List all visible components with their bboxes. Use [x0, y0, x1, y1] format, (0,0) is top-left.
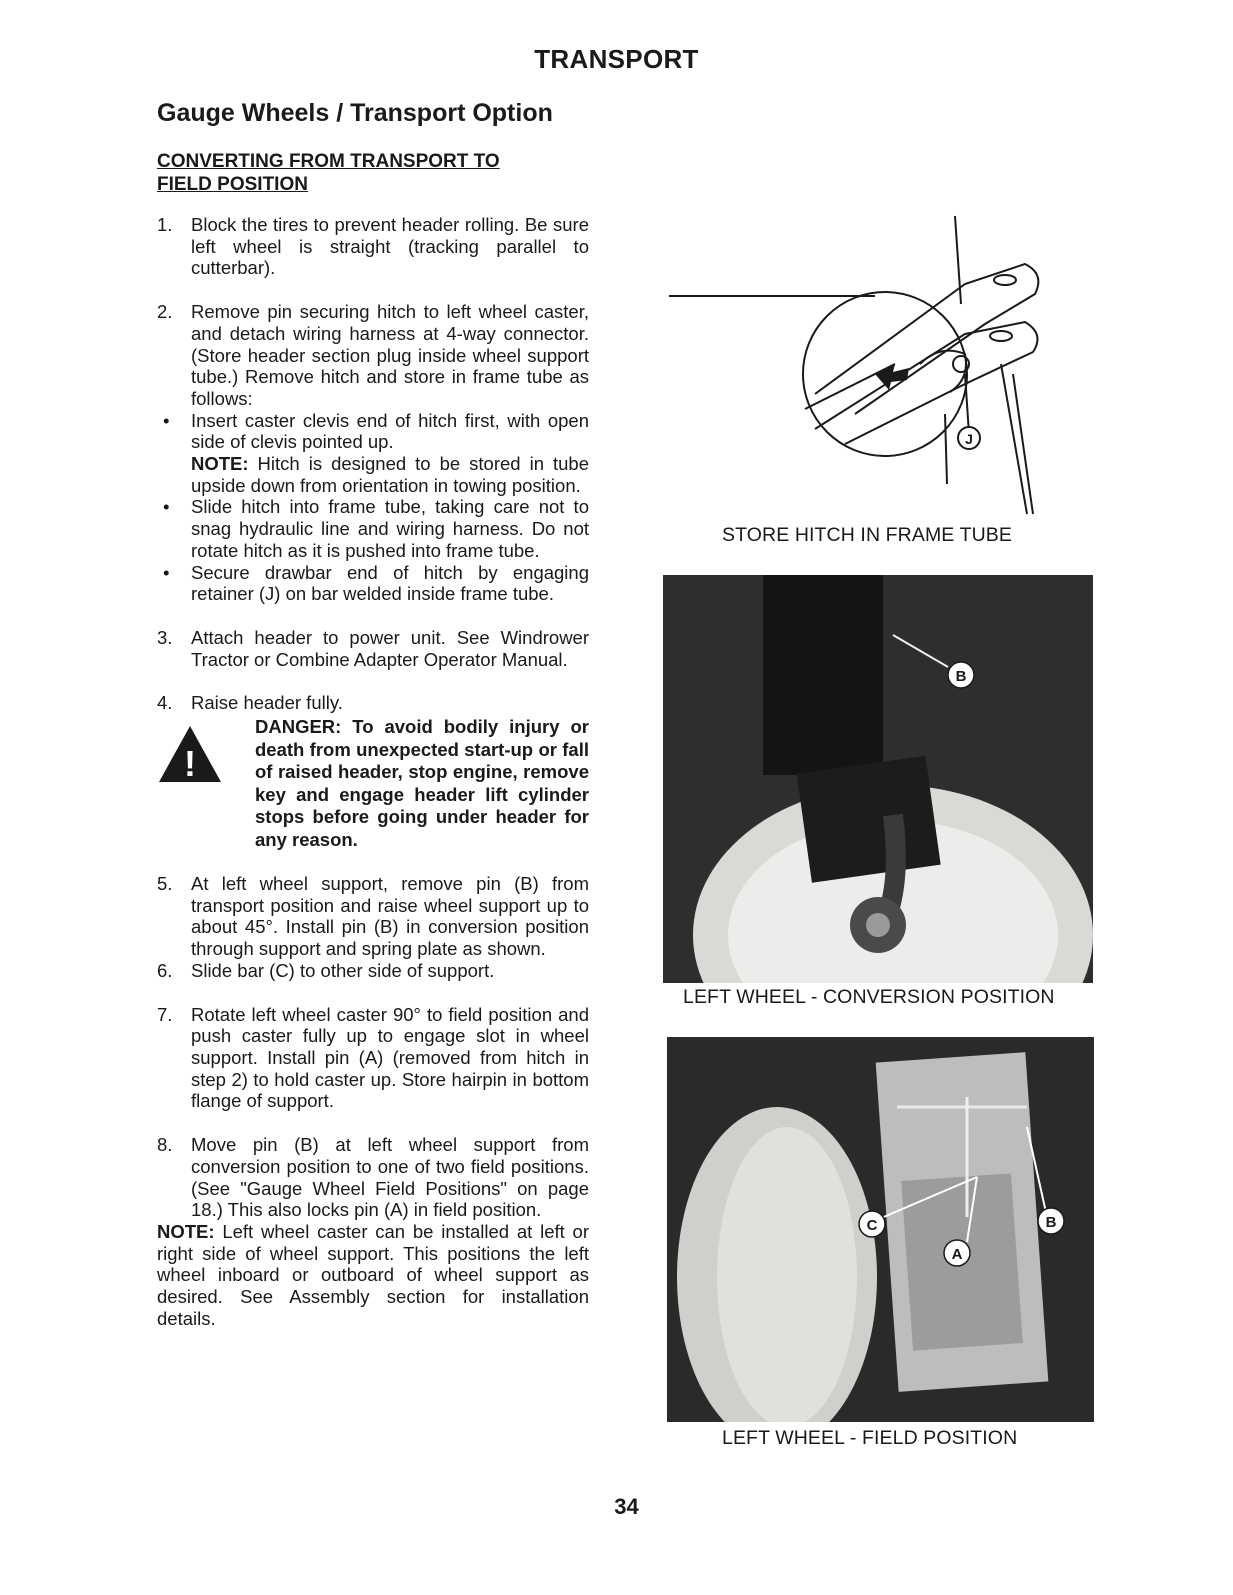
- instructions-column: [157, 214, 589, 1329]
- bullet-icon: •: [163, 561, 170, 583]
- note-label: NOTE:: [157, 1220, 215, 1242]
- step-text: Slide bar (C) to other side of support.: [191, 959, 495, 981]
- step-2: [157, 301, 589, 410]
- figure-1-caption: STORE HITCH IN FRAME TUBE: [722, 524, 1012, 546]
- callout-c: C: [866, 1217, 878, 1234]
- step-7: [157, 1004, 589, 1113]
- step-number: 6.: [157, 959, 173, 981]
- page-number: 34: [614, 1494, 639, 1519]
- subsection-title-line1: CONVERTING FROM TRANSPORT TO: [157, 151, 500, 172]
- step-3: [157, 627, 589, 670]
- step-6: [157, 960, 589, 982]
- bullet-text: Insert caster clevis end of hitch first, with open side of clevis pointed up.: [191, 409, 589, 453]
- step-number: 5.: [157, 873, 173, 895]
- step-number: 7.: [157, 1003, 173, 1025]
- step-text: At left wheel support, remove pin (B) from transport position and raise wheel support up to about 45°. Install pin (B) in conversion position through support and spring plate as shown.: [191, 873, 589, 960]
- step-8: [157, 1134, 589, 1221]
- note-label: NOTE:: [191, 453, 249, 475]
- warning-glyph: !: [184, 743, 196, 785]
- section-title: Gauge Wheels / Transport Option: [157, 99, 553, 127]
- figure-3-caption: LEFT WHEEL - FIELD POSITION: [722, 1427, 1018, 1449]
- callout-b: B: [1045, 1214, 1057, 1231]
- caster-note: [157, 1221, 589, 1330]
- step-number: 3.: [157, 626, 173, 648]
- step-text: Block the tires to prevent header rolling. Be sure left wheel is straight (tracking parallel to cutterbar).: [191, 214, 589, 279]
- callout-j: J: [965, 431, 973, 447]
- callout-a: A: [951, 1246, 963, 1263]
- bullet-text: Secure drawbar end of hitch by engaging retainer (J) on bar welded inside frame tube.: [191, 561, 589, 605]
- figure-2-caption: LEFT WHEEL - CONVERSION POSITION: [683, 986, 1055, 1008]
- step-number: 1.: [157, 214, 173, 235]
- store-hitch-diagram: [665, 214, 1065, 526]
- step-5: [157, 873, 589, 960]
- step-text: Attach header to power unit. See Windrower Tractor or Combine Adapter Operator Manual.: [191, 626, 589, 670]
- bullet-icon: •: [163, 496, 170, 518]
- field-position-photo: [667, 1037, 1094, 1422]
- conversion-position-photo: [663, 575, 1093, 983]
- step-text: Remove pin securing hitch to left wheel caster, and detach wiring harness at 4-way connector. (Store header section plug inside wheel support tube.) Remove hitch and store in frame tube as follows:: [191, 301, 589, 409]
- warning-triangle-icon: [157, 716, 255, 851]
- step-text: Raise header fully.: [191, 692, 343, 714]
- step-4: [157, 692, 589, 714]
- step-text: Rotate left wheel caster 90° to field position and push caster fully up to engage slot in wheel support. Install pin (A) (removed from hitch in step 2) to hold caster up. Store hairpin in bottom flange of support.: [191, 1003, 589, 1112]
- step-2-bullet-1: [157, 410, 589, 497]
- callout-b: B: [955, 668, 967, 685]
- danger-text: DANGER: To avoid bodily injury or death from unexpected start-up or fall of raised header, stop engine, remove key and engage header lift cylinder stops before going under header for any reason.: [255, 716, 589, 850]
- note-text: Left wheel caster can be installed at left or right side of wheel support. This positions the left wheel inboard or outboard of wheel support as desired. See Assembly section for installation details.: [157, 1220, 589, 1329]
- page-title: TRANSPORT: [534, 44, 699, 74]
- step-text: Move pin (B) at left wheel support from conversion position to one of two field positions. (See "Gauge Wheel Field Positions" on page 18.) This also locks pin (A) in field position.: [191, 1134, 589, 1221]
- danger-notice: [157, 716, 589, 851]
- bullet-icon: •: [163, 409, 170, 431]
- step-number: 4.: [157, 692, 173, 714]
- step-1: [157, 214, 589, 279]
- subsection-title-line2: FIELD POSITION: [157, 174, 308, 195]
- bullet-text: Slide hitch into frame tube, taking care not to snag hydraulic line and wiring harness. Do not rotate hitch as it is pushed into frame tube.: [191, 496, 589, 561]
- step-2-bullet-3: [157, 562, 589, 605]
- note-text: Hitch is designed to be stored in tube upside down from orientation in towing position.: [191, 453, 589, 496]
- step-2-bullet-2: [157, 496, 589, 561]
- step-number: 8.: [157, 1134, 173, 1156]
- hitch-note: [191, 453, 589, 496]
- subsection-title: [157, 150, 577, 196]
- step-number: 2.: [157, 301, 173, 323]
